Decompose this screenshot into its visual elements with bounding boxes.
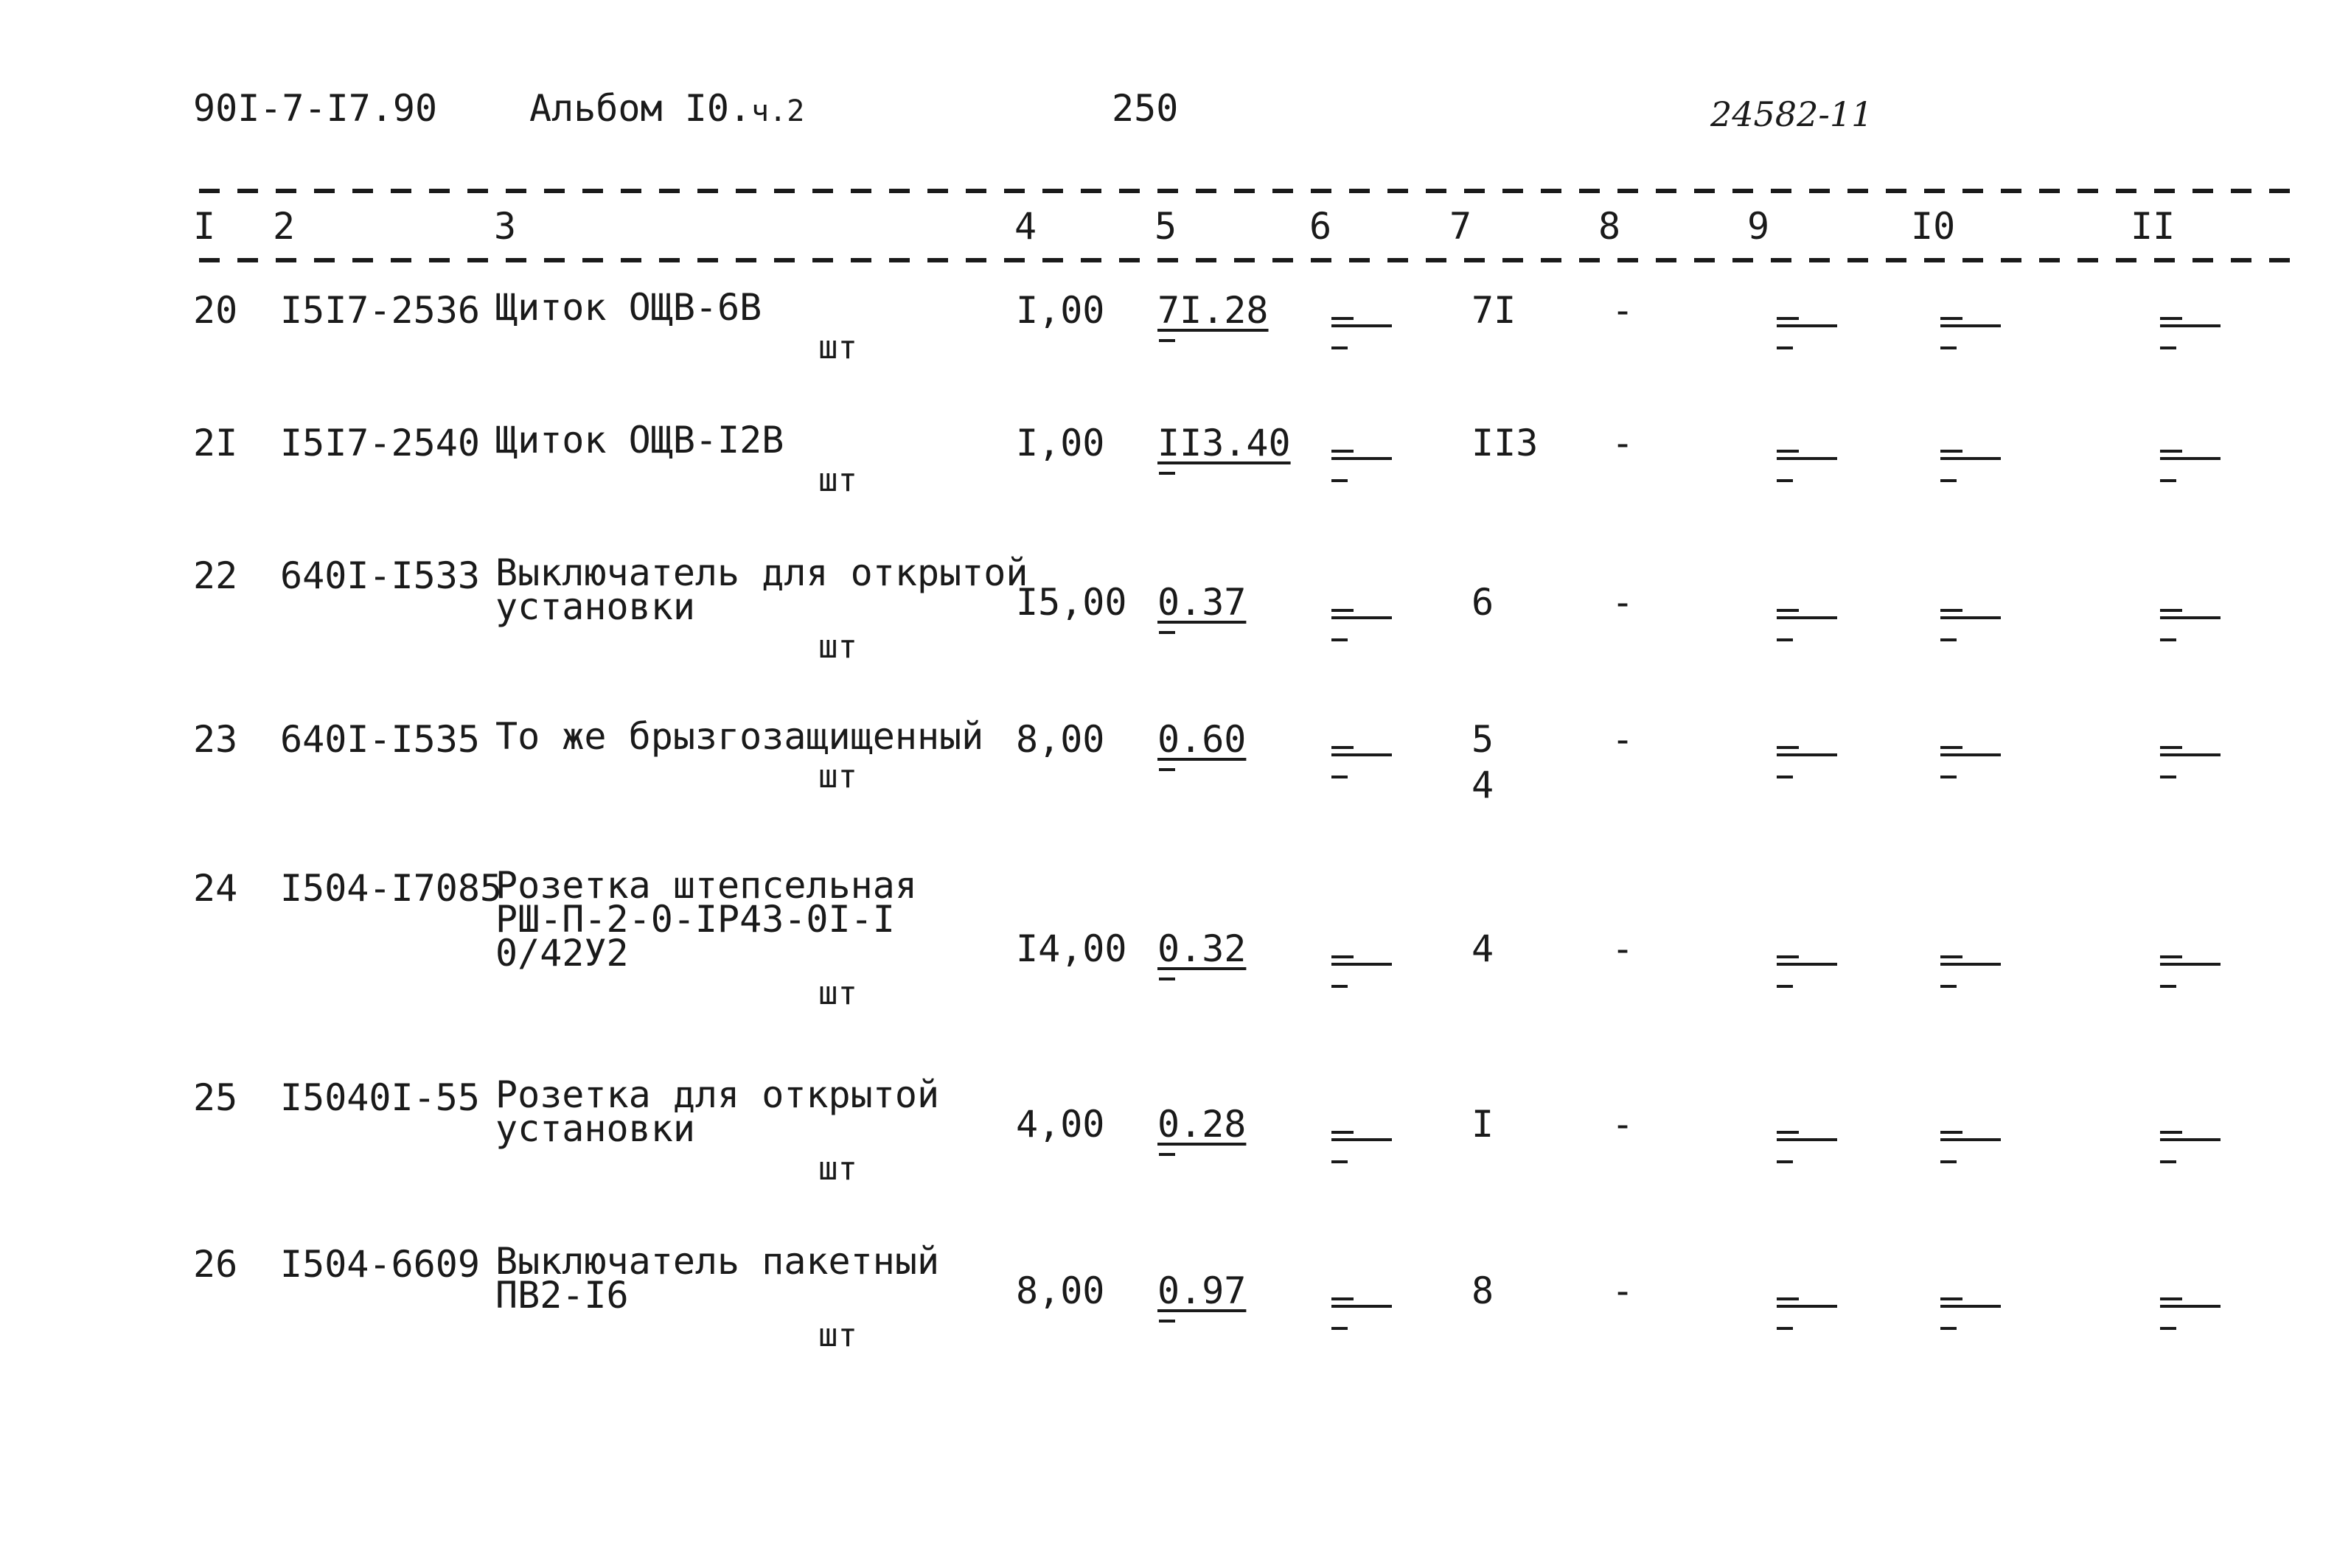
ditto-mark [1777, 963, 1837, 966]
ditto-mark [1777, 753, 1837, 756]
item-code: 640I-I535 [280, 718, 480, 761]
item-code: I5I7-2536 [280, 289, 480, 332]
ditto-mark [1940, 985, 1957, 988]
ditto-mark [1940, 1138, 2001, 1141]
column-8-value: - [1612, 927, 1634, 970]
unit-price: 0.97 [1157, 1269, 1247, 1312]
ditto-mark [1331, 324, 1392, 327]
column-number: 2 [273, 205, 296, 248]
ditto-mark [1940, 963, 2001, 966]
ditto-mark [1940, 346, 1957, 349]
ditto-mark [1940, 746, 1962, 749]
price-dash [1159, 631, 1175, 634]
quantity: I,00 [1016, 289, 1105, 332]
unit-label: шт [818, 461, 857, 499]
ditto-mark [1331, 1305, 1392, 1308]
unit-price: 7I.28 [1157, 289, 1269, 332]
quantity: I,00 [1016, 422, 1105, 464]
ditto-mark [1777, 776, 1793, 778]
ditto-mark [2160, 753, 2221, 756]
ditto-mark [1777, 1305, 1837, 1308]
ditto-mark [1777, 1160, 1793, 1163]
ditto-mark [2160, 1327, 2176, 1330]
ditto-mark [1331, 1131, 1354, 1134]
ditto-mark [1777, 479, 1793, 482]
item-description: Щиток ОЩВ-6В [495, 286, 762, 329]
item-code: I5040I-55 [280, 1076, 480, 1119]
ditto-mark [1777, 616, 1837, 619]
total-cost: II3 [1471, 422, 1539, 464]
ditto-mark [1777, 985, 1793, 988]
column-number: 3 [494, 205, 517, 248]
ditto-mark [2160, 479, 2176, 482]
column-8-value: - [1612, 1269, 1634, 1312]
quantity: 4,00 [1016, 1103, 1105, 1146]
item-code: I504-6609 [280, 1243, 480, 1286]
ditto-mark [1331, 346, 1348, 349]
ditto-mark [2160, 1138, 2221, 1141]
ditto-mark [1777, 638, 1793, 641]
ditto-mark [2160, 1297, 2182, 1300]
ditto-mark [1331, 450, 1354, 453]
ditto-mark [1940, 1305, 2001, 1308]
ditto-mark [1331, 638, 1348, 641]
ditto-mark [1331, 776, 1348, 778]
ditto-mark [2160, 746, 2182, 749]
total-cost: I [1471, 1103, 1494, 1146]
price-dash [1159, 1153, 1175, 1156]
ditto-mark [1331, 955, 1354, 958]
item-code: I504-I7085 [280, 867, 503, 910]
ditto-mark [1331, 1138, 1392, 1141]
row-number: 26 [193, 1243, 238, 1286]
total-cost: 5 [1471, 718, 1494, 761]
ditto-mark [1777, 317, 1799, 320]
total-cost: 7I [1471, 289, 1516, 332]
quantity: I4,00 [1016, 927, 1127, 970]
column-number: 9 [1747, 205, 1770, 248]
ditto-mark [1331, 1160, 1348, 1163]
price-dash [1159, 339, 1175, 342]
quantity: 8,00 [1016, 718, 1105, 761]
ditto-mark [1331, 963, 1392, 966]
ditto-mark [2160, 776, 2176, 778]
ditto-mark [2160, 963, 2221, 966]
ditto-mark [2160, 955, 2182, 958]
unit-label: шт [818, 1317, 857, 1354]
column-8-value: - [1612, 422, 1634, 464]
column-8-value: - [1612, 718, 1634, 761]
row-number: 2I [193, 422, 238, 464]
ditto-mark [1331, 457, 1392, 460]
total-cost-sub: 4 [1471, 764, 1494, 806]
item-description: Выключатель для открытой установки [495, 551, 1028, 628]
ditto-mark [1331, 1297, 1354, 1300]
ditto-mark [2160, 985, 2176, 988]
column-8-value: - [1612, 1103, 1634, 1146]
ditto-mark [2160, 346, 2176, 349]
price-dash [1159, 978, 1175, 980]
document-code: 90I-7-I7.90 [193, 87, 438, 130]
ditto-mark [1331, 753, 1392, 756]
price-dash [1159, 472, 1175, 475]
ditto-mark [1940, 479, 1957, 482]
unit-price: II3.40 [1157, 422, 1291, 464]
ditto-mark [1940, 955, 1962, 958]
unit-label: шт [818, 628, 857, 666]
unit-price: 0.32 [1157, 927, 1247, 970]
column-number: 5 [1154, 205, 1177, 248]
row-number: 25 [193, 1076, 238, 1119]
item-description: Розетка штепсельная РШ-П-2-0-IР43-0I-I 0/42У2 [495, 864, 917, 975]
row-number: 23 [193, 718, 238, 761]
ditto-mark [1777, 1327, 1793, 1330]
price-dash [1159, 768, 1175, 771]
ditto-mark [2160, 324, 2221, 327]
ditto-mark [1777, 609, 1799, 612]
ditto-mark [1940, 609, 1962, 612]
item-description: То же брызгозащищенный [495, 715, 984, 758]
unit-price: 0.60 [1157, 718, 1247, 761]
ditto-mark [1940, 753, 2001, 756]
ditto-mark [1331, 616, 1392, 619]
ditto-mark [1331, 1327, 1348, 1330]
column-number: II [2131, 205, 2176, 248]
item-description: Розетка для открытой установки [495, 1073, 940, 1150]
ditto-mark [1777, 324, 1837, 327]
item-code: I5I7-2540 [280, 422, 480, 464]
ditto-mark [2160, 457, 2221, 460]
row-number: 24 [193, 867, 238, 910]
quantity: 8,00 [1016, 1269, 1105, 1312]
header-rule-bottom [199, 258, 2299, 262]
unit-label: шт [818, 1150, 857, 1188]
column-number: I0 [1911, 205, 1956, 248]
ditto-mark [1777, 1131, 1799, 1134]
total-cost: 6 [1471, 581, 1494, 624]
ditto-mark [1777, 1297, 1799, 1300]
item-description: Щиток ОЩВ-I2В [495, 419, 784, 461]
album-number: Альбом I0. [529, 87, 752, 130]
item-code: 640I-I533 [280, 554, 480, 597]
quantity: I5,00 [1016, 581, 1127, 624]
ditto-mark [1940, 457, 2001, 460]
ditto-mark [1331, 479, 1348, 482]
unit-label: шт [818, 329, 857, 366]
item-description: Выключатель пакетный ПВ2-I6 [495, 1240, 940, 1317]
column-number: 6 [1309, 205, 1332, 248]
unit-label: шт [818, 758, 857, 795]
total-cost: 8 [1471, 1269, 1494, 1312]
column-number: 7 [1449, 205, 1472, 248]
album-part: ч.2 [751, 94, 805, 128]
ditto-mark [1777, 746, 1799, 749]
handwritten-reference: 24582-11 [1710, 94, 1873, 134]
ditto-mark [1940, 1327, 1957, 1330]
ditto-mark [2160, 1305, 2221, 1308]
album-label [529, 87, 804, 130]
unit-price: 0.37 [1157, 581, 1247, 624]
ditto-mark [1777, 457, 1837, 460]
ditto-mark [2160, 1131, 2182, 1134]
header-rule-top [199, 189, 2299, 193]
price-dash [1159, 1320, 1175, 1323]
ditto-mark [1940, 450, 1962, 453]
column-number: 4 [1014, 205, 1037, 248]
ditto-mark [1940, 1131, 1962, 1134]
ditto-mark [1940, 1160, 1957, 1163]
column-8-value: - [1612, 581, 1634, 624]
ditto-mark [1777, 955, 1799, 958]
ditto-mark [2160, 450, 2182, 453]
page-number: 250 [1112, 87, 1179, 130]
ditto-mark [1331, 317, 1354, 320]
unit-label: шт [818, 975, 857, 1012]
ditto-mark [1777, 450, 1799, 453]
ditto-mark [1331, 746, 1354, 749]
ditto-mark [1940, 1297, 1962, 1300]
ditto-mark [1777, 1138, 1837, 1141]
column-8-value: - [1612, 289, 1634, 332]
ditto-mark [2160, 638, 2176, 641]
ditto-mark [2160, 317, 2182, 320]
ditto-mark [1940, 317, 1962, 320]
row-number: 22 [193, 554, 238, 597]
ditto-mark [1940, 638, 1957, 641]
ditto-mark [1940, 616, 2001, 619]
row-number: 20 [193, 289, 238, 332]
ditto-mark [1331, 609, 1354, 612]
unit-price: 0.28 [1157, 1103, 1247, 1146]
total-cost: 4 [1471, 927, 1494, 970]
ditto-mark [2160, 609, 2182, 612]
column-number: I [193, 205, 216, 248]
ditto-mark [1940, 324, 2001, 327]
ditto-mark [1940, 776, 1957, 778]
ditto-mark [1777, 346, 1793, 349]
ditto-mark [2160, 616, 2221, 619]
ditto-mark [1331, 985, 1348, 988]
ditto-mark [2160, 1160, 2176, 1163]
column-number: 8 [1598, 205, 1621, 248]
